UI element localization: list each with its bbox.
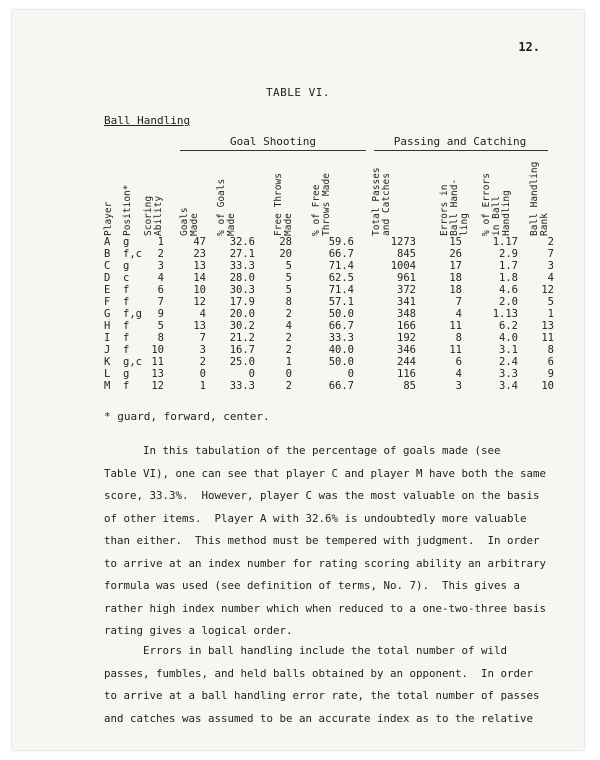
cell-position: f [123, 380, 130, 392]
column-header-free-throws-made [273, 154, 294, 236]
cell-goals-made: 13 [193, 260, 206, 272]
cell-goals-made: 47 [193, 236, 206, 248]
cell-ball-handling-rank: 6 [547, 356, 554, 368]
cell-pct-free-throws-made: 66.7 [328, 320, 354, 332]
cell-pct-goals-made: 17.9 [229, 296, 255, 308]
column-header-label: Errors in Ball Hand- ling [439, 178, 470, 236]
cell-pct-goals-made: 20.0 [229, 308, 255, 320]
cell-scoring-ability: 12 [151, 380, 164, 392]
table-row [104, 368, 564, 380]
cell-free-throws-made: 28 [279, 236, 292, 248]
cell-position: g,c [123, 356, 142, 368]
cell-pct-goals-made: 28.0 [229, 272, 255, 284]
cell-errors-ball-handling: 8 [455, 332, 462, 344]
cell-errors-ball-handling: 7 [455, 296, 462, 308]
cell-free-throws-made: 2 [285, 344, 292, 356]
cell-free-throws-made: 8 [285, 296, 292, 308]
cell-goals-made: 4 [199, 308, 206, 320]
cell-scoring-ability: 4 [157, 272, 164, 284]
cell-position: c [123, 272, 130, 284]
cell-player: D [104, 272, 111, 284]
cell-pct-goals-made: 25.0 [229, 356, 255, 368]
column-header-goals-made [179, 154, 200, 236]
cell-total-passes-catches: 845 [397, 248, 416, 260]
cell-free-throws-made: 5 [285, 272, 292, 284]
cell-scoring-ability: 5 [157, 320, 164, 332]
table-row [104, 380, 564, 392]
column-header-position [123, 154, 137, 236]
cell-scoring-ability: 11 [151, 356, 164, 368]
cell-position: f [123, 296, 130, 308]
cell-position: f [123, 320, 130, 332]
paragraph-line: passes, fumbles, and held balls obtained by an opponent. In order [104, 666, 534, 680]
cell-free-throws-made: 20 [279, 248, 292, 260]
cell-goals-made: 14 [193, 272, 206, 284]
cell-player: I [104, 332, 111, 344]
cell-pct-errors-ball-handling: 1.8 [499, 272, 518, 284]
cell-errors-ball-handling: 15 [449, 236, 462, 248]
cell-free-throws-made: 2 [285, 380, 292, 392]
cell-position: g [123, 236, 130, 248]
cell-pct-goals-made: 33.3 [229, 260, 255, 272]
cell-errors-ball-handling: 11 [449, 320, 462, 332]
cell-pct-errors-ball-handling: 1.17 [492, 236, 518, 248]
paragraph-line: rating gives a logical order. [104, 624, 293, 637]
paragraph-line: to arrive at an index number for rating scoring ability an arbitrary [104, 556, 547, 570]
cell-player: L [104, 368, 111, 380]
paragraph-line: In this tabulation of the percentage of goals made (see [104, 444, 501, 457]
table-row [104, 356, 564, 368]
cell-ball-handling-rank: 7 [547, 248, 554, 260]
cell-scoring-ability: 9 [157, 308, 164, 320]
cell-ball-handling-rank: 8 [547, 344, 554, 356]
cell-goals-made: 3 [199, 344, 206, 356]
cell-total-passes-catches: 1004 [390, 260, 416, 272]
cell-pct-free-throws-made: 66.7 [328, 248, 354, 260]
cell-errors-ball-handling: 18 [449, 284, 462, 296]
cell-pct-free-throws-made: 62.5 [328, 272, 354, 284]
column-header-pct-goals-made [216, 154, 237, 236]
cell-pct-free-throws-made: 0 [347, 368, 354, 380]
cell-player: C [104, 260, 111, 272]
cell-pct-free-throws-made: 66.7 [328, 380, 354, 392]
cell-ball-handling-rank: 10 [541, 380, 554, 392]
cell-pct-errors-ball-handling: 4.6 [499, 284, 518, 296]
cell-pct-free-throws-made: 50.0 [328, 308, 354, 320]
paragraph-line: and catches was assumed to be an accurate index as to the relative [104, 711, 534, 725]
cell-pct-free-throws-made: 40.0 [328, 344, 354, 356]
cell-ball-handling-rank: 11 [541, 332, 554, 344]
cell-scoring-ability: 3 [157, 260, 164, 272]
cell-goals-made: 23 [193, 248, 206, 260]
cell-total-passes-catches: 348 [397, 308, 416, 320]
paragraph-line: Errors in ball handling include the total number of wild [104, 644, 508, 657]
cell-goals-made: 2 [199, 356, 206, 368]
cell-pct-errors-ball-handling: 3.3 [499, 368, 518, 380]
cell-pct-errors-ball-handling: 1.7 [499, 260, 518, 272]
paragraph-1 [104, 440, 574, 643]
cell-goals-made: 10 [193, 284, 206, 296]
column-header-label: Free Throws Made [273, 173, 294, 236]
cell-errors-ball-handling: 17 [449, 260, 462, 272]
cell-player: K [104, 356, 111, 368]
cell-player: E [104, 284, 111, 296]
cell-total-passes-catches: 346 [397, 344, 416, 356]
cell-player: M [104, 380, 111, 392]
cell-goals-made: 0 [199, 368, 206, 380]
cell-free-throws-made: 0 [285, 368, 292, 380]
column-header-pct-free-throws-made [311, 154, 332, 236]
column-header-label: % of Goals Made [216, 178, 237, 236]
group-header-goal-shooting: Goal Shooting [229, 135, 317, 148]
cell-total-passes-catches: 166 [397, 320, 416, 332]
column-header-label: % of Errors in Ball Handling [481, 173, 512, 236]
group-rule-pass [374, 150, 548, 151]
column-header-total-passes-catches [371, 154, 392, 236]
cell-player: A [104, 236, 111, 248]
cell-errors-ball-handling: 18 [449, 272, 462, 284]
cell-scoring-ability: 6 [157, 284, 164, 296]
cell-total-passes-catches: 85 [403, 380, 416, 392]
column-header-label: Scoring Ability [143, 195, 164, 236]
table-body [104, 236, 564, 392]
cell-pct-errors-ball-handling: 1.13 [492, 308, 518, 320]
cell-pct-goals-made: 33.3 [229, 380, 255, 392]
cell-position: f [123, 284, 130, 296]
cell-free-throws-made: 5 [285, 284, 292, 296]
column-header-player [104, 154, 118, 236]
cell-errors-ball-handling: 3 [455, 380, 462, 392]
group-rule-goal [180, 150, 366, 151]
cell-scoring-ability: 2 [157, 248, 164, 260]
paragraph-line: formula was used (see definition of terms, No. 7). This gives a [104, 579, 521, 592]
paragraph-line: Table VI), one can see that player C and player M have both the same [104, 466, 547, 480]
footnote: * guard, forward, center. [104, 410, 270, 423]
paragraph-line: of other items. Player A with 32.6% is undoubtedly more valuable [104, 511, 527, 525]
table-row [104, 308, 564, 320]
cell-pct-free-throws-made: 59.6 [328, 236, 354, 248]
cell-player: H [104, 320, 111, 332]
cell-total-passes-catches: 1273 [390, 236, 416, 248]
cell-pct-goals-made: 0 [248, 368, 255, 380]
cell-goals-made: 13 [193, 320, 206, 332]
cell-free-throws-made: 2 [285, 332, 292, 344]
cell-total-passes-catches: 961 [397, 272, 416, 284]
cell-scoring-ability: 13 [151, 368, 164, 380]
table-row [104, 344, 564, 356]
cell-pct-goals-made: 21.2 [229, 332, 255, 344]
cell-goals-made: 7 [199, 332, 206, 344]
cell-ball-handling-rank: 1 [547, 308, 554, 320]
column-header-scoring-ability [143, 154, 164, 236]
table-row [104, 284, 564, 296]
cell-pct-errors-ball-handling: 2.0 [499, 296, 518, 308]
cell-free-throws-made: 5 [285, 260, 292, 272]
paragraph-2 [104, 640, 574, 730]
cell-pct-free-throws-made: 57.1 [328, 296, 354, 308]
cell-goals-made: 12 [193, 296, 206, 308]
paragraph-line: score, 33.3%. However, player C was the most valuable on the basis [104, 489, 540, 502]
cell-goals-made: 1 [199, 380, 206, 392]
column-header-label: % of Free Throws Made [311, 173, 332, 236]
cell-player: F [104, 296, 111, 308]
cell-errors-ball-handling: 4 [455, 368, 462, 380]
cell-pct-goals-made: 32.6 [229, 236, 255, 248]
cell-pct-errors-ball-handling: 2.4 [499, 356, 518, 368]
cell-ball-handling-rank: 5 [547, 296, 554, 308]
cell-pct-goals-made: 30.3 [229, 284, 255, 296]
cell-position: f [123, 332, 130, 344]
document-page [12, 10, 584, 750]
cell-errors-ball-handling: 11 [449, 344, 462, 356]
cell-ball-handling-rank: 13 [541, 320, 554, 332]
cell-pct-free-throws-made: 71.4 [328, 284, 354, 296]
cell-scoring-ability: 10 [151, 344, 164, 356]
cell-total-passes-catches: 192 [397, 332, 416, 344]
column-header-label: Ball Handling Rank [529, 161, 550, 236]
cell-position: g [123, 368, 130, 380]
cell-position: g [123, 260, 130, 272]
column-header-label: Position* [122, 184, 133, 236]
cell-total-passes-catches: 341 [397, 296, 416, 308]
column-header-label: Total Passes and Catches [371, 167, 392, 236]
paragraph-line: than either. This method must be tempered with judgment. In order [104, 534, 540, 547]
paragraph-line: rather high index number which when reduced to a one-two-three basis [104, 601, 547, 615]
cell-position: f [123, 344, 130, 356]
group-header-passing-catching: Passing and Catching [393, 135, 527, 148]
table-row [104, 332, 564, 344]
cell-total-passes-catches: 372 [397, 284, 416, 296]
cell-player: G [104, 308, 111, 320]
cell-pct-goals-made: 30.2 [229, 320, 255, 332]
cell-ball-handling-rank: 4 [547, 272, 554, 284]
table-row [104, 236, 564, 248]
cell-pct-errors-ball-handling: 6.2 [499, 320, 518, 332]
cell-errors-ball-handling: 26 [449, 248, 462, 260]
cell-free-throws-made: 2 [285, 308, 292, 320]
cell-ball-handling-rank: 2 [547, 236, 554, 248]
table-row [104, 248, 564, 260]
cell-pct-errors-ball-handling: 4.0 [499, 332, 518, 344]
page-number: 12. [518, 40, 540, 54]
table-row [104, 272, 564, 284]
cell-total-passes-catches: 116 [397, 368, 416, 380]
cell-position: f,c [123, 248, 142, 260]
cell-pct-errors-ball-handling: 3.1 [499, 344, 518, 356]
column-header-ball-handling-rank [529, 154, 550, 236]
cell-player: B [104, 248, 111, 260]
cell-pct-free-throws-made: 50.0 [328, 356, 354, 368]
cell-pct-errors-ball-handling: 3.4 [499, 380, 518, 392]
cell-pct-goals-made: 16.7 [229, 344, 255, 356]
cell-player: J [104, 344, 111, 356]
section-title: Ball Handling [104, 114, 191, 127]
cell-scoring-ability: 1 [157, 236, 164, 248]
table-row [104, 320, 564, 332]
cell-errors-ball-handling: 4 [455, 308, 462, 320]
cell-scoring-ability: 7 [157, 296, 164, 308]
paragraph-line: to arrive at a ball handling error rate, the total number of passes [104, 689, 540, 702]
table-title: TABLE VI. [265, 86, 331, 99]
column-header-pct-errors-ball-handling [481, 154, 512, 236]
cell-pct-goals-made: 27.1 [229, 248, 255, 260]
cell-free-throws-made: 1 [285, 356, 292, 368]
column-header-label: Player [103, 201, 114, 236]
cell-ball-handling-rank: 9 [547, 368, 554, 380]
cell-position: f,g [123, 308, 142, 320]
table-row [104, 296, 564, 308]
cell-scoring-ability: 8 [157, 332, 164, 344]
cell-ball-handling-rank: 3 [547, 260, 554, 272]
column-header-errors-ball-handling [439, 154, 470, 236]
column-header-label: Goals Made [179, 207, 200, 236]
cell-free-throws-made: 4 [285, 320, 292, 332]
cell-pct-free-throws-made: 71.4 [328, 260, 354, 272]
cell-ball-handling-rank: 12 [541, 284, 554, 296]
cell-errors-ball-handling: 6 [455, 356, 462, 368]
cell-pct-free-throws-made: 33.3 [328, 332, 354, 344]
cell-total-passes-catches: 244 [397, 356, 416, 368]
table-row [104, 260, 564, 272]
cell-pct-errors-ball-handling: 2.9 [499, 248, 518, 260]
